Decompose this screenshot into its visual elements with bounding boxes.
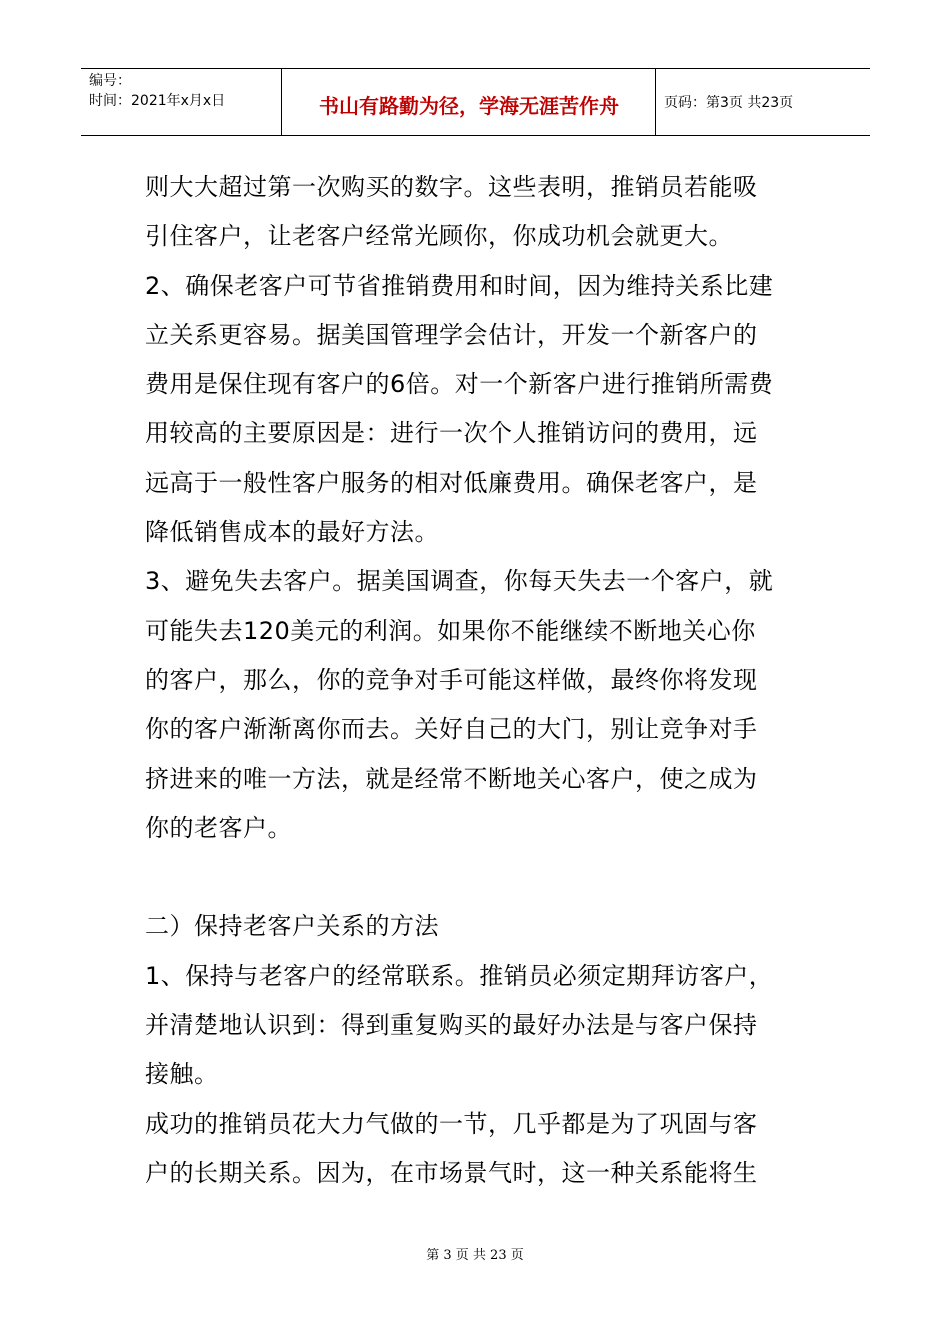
body-line: 接触。 [145, 1060, 219, 1089]
body-line: 你的客户渐渐离你而去。关好自己的大门，别让竞争对手 [145, 715, 758, 744]
header-motto-cell [282, 69, 656, 135]
blank-line [145, 853, 815, 902]
body-line: 可能失去120美元的利润。如果你不能继续不断地关心你 [145, 616, 756, 645]
body-line: 1、保持与老客户的经常联系。推销员必须定期拜访客户， [145, 961, 774, 990]
body-line: 你的老客户。 [145, 813, 292, 842]
document-body [145, 163, 815, 1198]
body-line: 用较高的主要原因是：进行一次个人推销访问的费用，远 [145, 419, 758, 448]
page-footer: 第 3 页 共 23 页 [426, 1248, 524, 1263]
body-line: 并清楚地认识到：得到重复购买的最好办法是与客户保持 [145, 1011, 758, 1040]
body-line: 成功的推销员花大力气做的一节，几乎都是为了巩固与客 [145, 1109, 758, 1138]
body-line: 3、避免失去客户。据美国调查，你每天失去一个客户，就 [145, 567, 774, 596]
header-info-cell [81, 69, 282, 135]
body-line: 降低销售成本的最好方法。 [145, 518, 439, 547]
header-motto: 书山有路勤为径，学海无涯苦作舟 [319, 94, 619, 118]
header-page-cell [656, 69, 870, 135]
body-line: 费用是保住现有客户的6倍。对一个新客户进行推销所需费 [145, 370, 774, 399]
body-line: 2、确保老客户可节省推销费用和时间，因为维持关系比建 [145, 271, 774, 300]
section-heading: 二）保持老客户关系的方法 [145, 912, 439, 941]
serial-label: 编号： [89, 73, 131, 89]
body-line: 引住客户，让老客户经常光顾你，你成功机会就更大。 [145, 222, 733, 251]
page-header [81, 68, 870, 136]
body-line: 的客户，那么，你的竞争对手可能这样做，最终你将发现 [145, 665, 758, 694]
body-line: 则大大超过第一次购买的数字。这些表明，推销员若能吸 [145, 173, 758, 201]
time-label: 时间：2021年x月x日 [89, 93, 226, 109]
body-line: 户的长期关系。因为，在市场景气时，这一种关系能将生 [145, 1158, 758, 1187]
header-page-label: 页码：第3页 共23页 [664, 95, 794, 111]
body-line: 立关系更容易。据美国管理学会估计，开发一个新客户的 [145, 320, 758, 349]
body-line: 挤进来的唯一方法，就是经常不断地关心客户，使之成为 [145, 764, 758, 793]
body-line: 远高于一般性客户服务的相对低廉费用。确保老客户，是 [145, 468, 758, 497]
